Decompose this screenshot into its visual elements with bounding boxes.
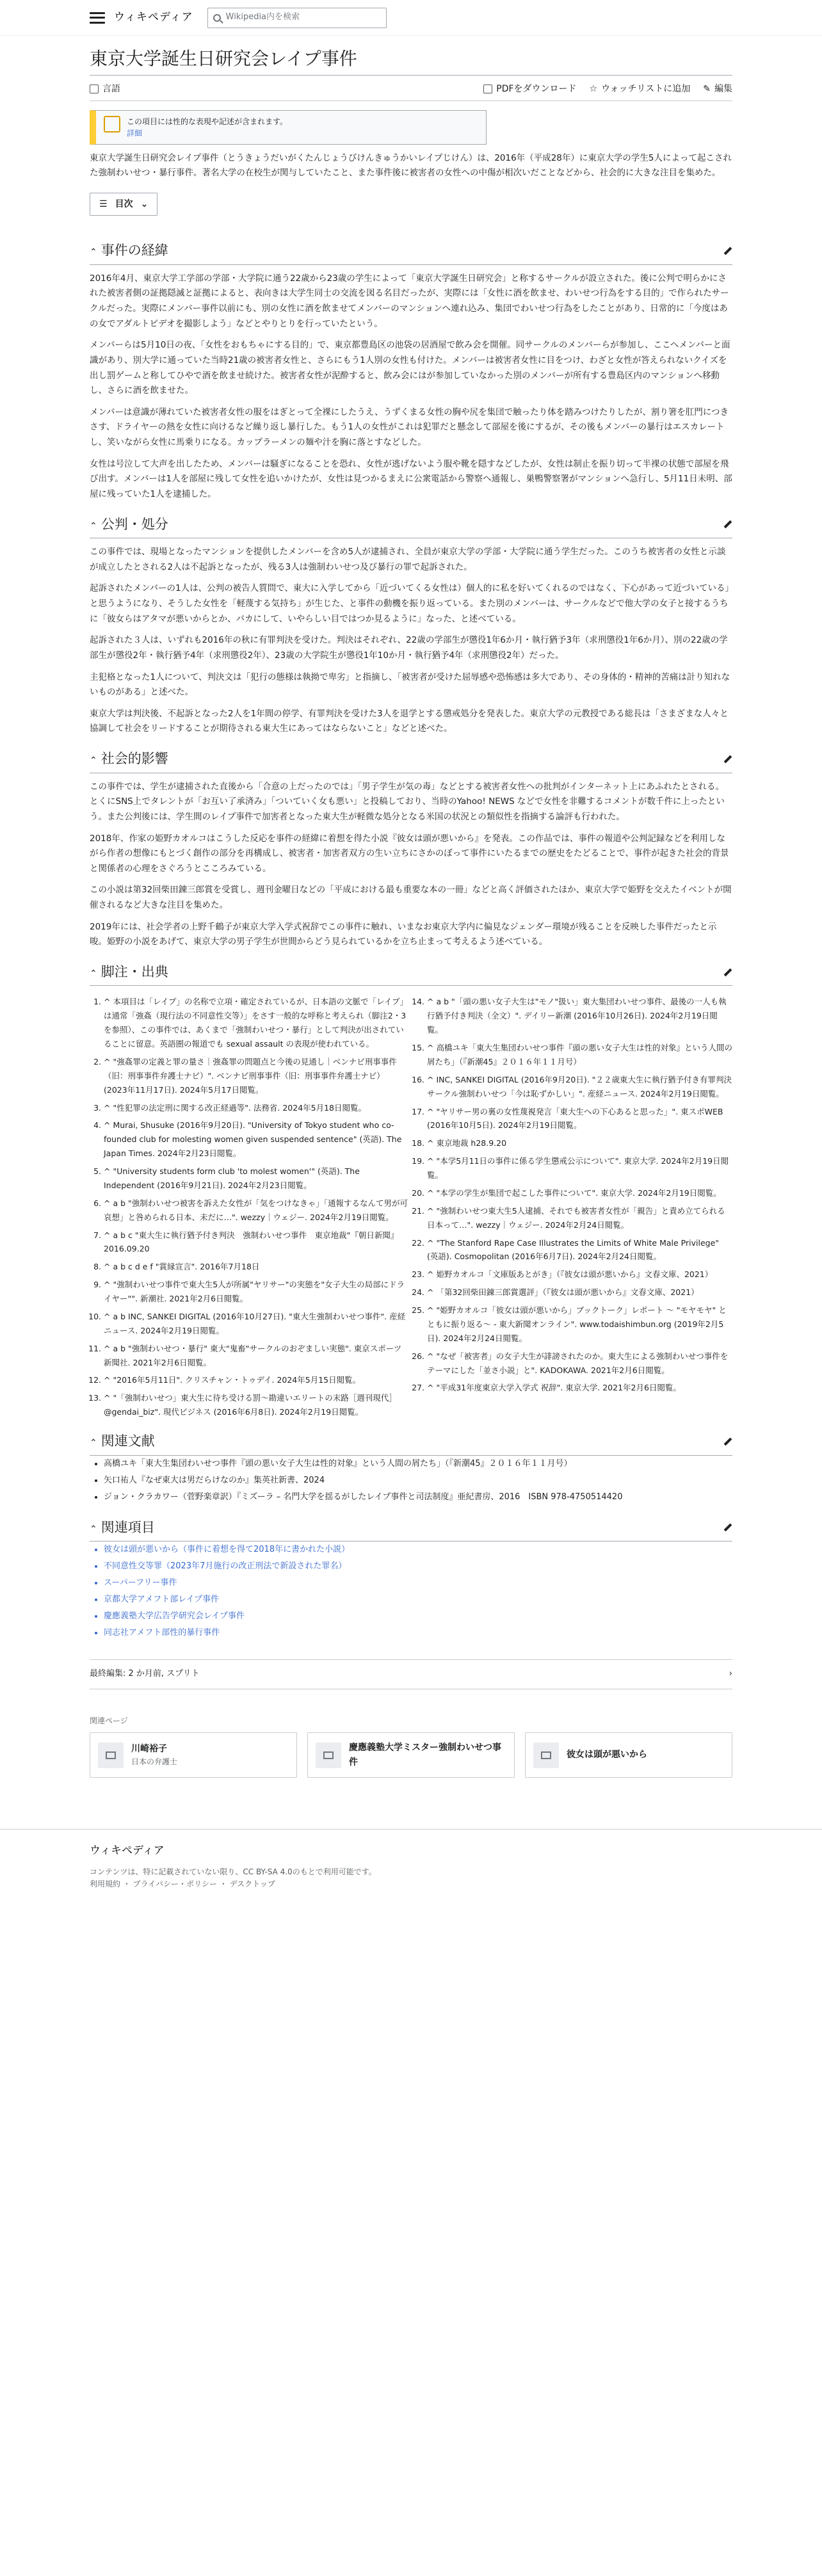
related-page-card[interactable]: 川崎裕子 日本の弁護士 xyxy=(90,1732,297,1778)
reference-item[interactable]: 9. ^ "強制わいせつ事件で東大生5人が所属"ヤリサー"の実態を"女子大生の局部にドライヤー"". 新潮社. 2021年2月6日閲覧。 xyxy=(104,1278,409,1306)
watchlist-button[interactable]: ☆ ウォッチリストに追加 xyxy=(590,82,691,96)
thumbnail-icon xyxy=(98,1743,124,1768)
reference-item[interactable]: 23. ^ 姫野カオルコ「文庫版あとがき」（『彼女は頭が悪いから』文春文庫、2021） xyxy=(427,1268,732,1282)
reference-item[interactable]: 1. ^ 本項目は「レイプ」の名称で立項・確定されているが、日本語の文脈で「レイプ」は通常「強姦（現行法の不同意性交等）」をさす一般的な呼称と考えられ（脚注2・3を参照）、この事件では、あくまで「強制わいせつ・暴行」として判決が出されていることに留意。英語圏の報道でも sexual assault の表現が使われている。 xyxy=(104,995,409,1051)
footer-links[interactable]: 利用規約 ・ プライバシー・ポリシー ・ デスクトップ xyxy=(90,1880,275,1889)
reference-item[interactable]: 11. ^ a b "強制わいせつ・暴行" 東大"鬼畜"サークルのおぞましい実態". 東京スポーツ新聞社. 2021年2月6日閲覧。 xyxy=(104,1342,409,1370)
paragraph: メンバーは意識が薄れていた被害者女性の服をはぎとって全裸にしたうえ、うずくまる女性の胸や尻を集団で触ったり体を踏みつけたりしたが、割り箸を肛門につきさす、ドライヤーの熱を女性に向けるなど繰り返し暴行した。もう1人の女性がこれは犯罪だと懸念して部屋を後にするが、その後もメンバーの暴行はエスカレートし、笑いながら女性に馬乗りになる。カップラーメンの麺や汁を胸に落とすなどした。 xyxy=(90,407,729,448)
section-heading-references[interactable]: ⌃ 脚注・出典 xyxy=(90,962,732,986)
language-icon xyxy=(90,85,99,93)
download-icon xyxy=(483,85,492,93)
section-heading-history[interactable]: ⌃ 事件の経緯 xyxy=(90,240,732,265)
bibliography-item: • 矢口祐人『なぜ東大は男だらけなのか』集英社新書、2024 xyxy=(104,1472,732,1489)
chevron-up-icon: ⌃ xyxy=(90,968,97,979)
see-also-link[interactable]: • 同志社アメフト部性的暴行事件 xyxy=(104,1625,732,1641)
edit-section-icon[interactable] xyxy=(721,966,734,979)
search-icon xyxy=(213,14,221,22)
section-heading-trial[interactable]: ⌃ 公判・処分 xyxy=(90,514,732,539)
chevron-up-icon: ⌃ xyxy=(90,755,97,766)
reference-item[interactable]: 15. ^ 高橋ユキ「東大生集団わいせつ事件『頭の悪い女子大生は性的対象』という人間の屑たち」（『新潮45』２０１６年１１月号） xyxy=(427,1041,732,1069)
toc-button[interactable]: ☰ 目次 ⌄ xyxy=(90,193,157,216)
license-text: コンテンツは、特に記載されていない限り、CC BY-SA 4.0のもとで利用可能です。 xyxy=(90,1867,376,1877)
section-heading-bibliography[interactable]: ⌃ 関連文献 xyxy=(90,1431,732,1456)
reference-item[interactable]: 13. ^ "「強制わいせつ」東大生に待ち受ける罰〜勘違いエリートの末路［週刊現代］ @gendai_biz". 現代ビジネス (2016年6月8日). 2024年2月19日閲覧。 xyxy=(104,1391,409,1419)
footer xyxy=(0,1829,822,1906)
reference-item[interactable]: 22. ^ "The Stanford Rape Case Illustrates the Limits of White Male Privilege" (英語). Cosmopolitan (2016年6月7日). 2024年2月24日閲覧。 xyxy=(427,1236,732,1264)
bibliography-item: • ジョン・クラカワー（菅野楽章訳）『ミズーラ – 名門大学を揺るがしたレイプ事件と司法制度』亜紀書房、2016 ISBN 978-4750514420 xyxy=(104,1489,732,1506)
content-notice: この項目には性的な表現や記述が含まれます。 詳細 xyxy=(90,110,487,145)
paragraph: 2018年、作家の姫野カオルコはこうした反応を事件の経緯に着想を得た小説『彼女は頭が悪いから』を発表。この作品では、事件の報道や公判記録などを利用しながら作者の想像にもとづく創作の部分を再構成し、被害者・加害者双方の生い立ちにさかのぼって事件にいたるまでの歴史をたどることで、事件が起きた社会的背景と関係者の心理をさぐろうとこころみている。 xyxy=(90,833,729,874)
reference-item[interactable]: 24. ^ 「第32回柴田錬三郎賞選評」（『彼女は頭が悪いから』文春文庫、2021） xyxy=(427,1285,732,1300)
edit-section-icon[interactable] xyxy=(721,1522,734,1534)
reference-item[interactable]: 8. ^ a b c d e f "賞縁宣言". 2016年7月18日 xyxy=(104,1260,409,1274)
list-icon: ☰ xyxy=(99,198,108,209)
bibliography-item: • 高橋ユキ「東大生集団わいせつ事件『頭の悪い女子大生は性的対象』という人間の屑たち」（『新潮45』２０１６年１１月号） xyxy=(104,1456,732,1472)
thumbnail-icon xyxy=(533,1743,559,1768)
edit-section-icon[interactable] xyxy=(721,245,734,257)
section-heading-impact[interactable]: ⌃ 社会的影響 xyxy=(90,748,732,773)
chevron-up-icon: ⌃ xyxy=(90,520,97,531)
reference-item[interactable]: 14. ^ a b "「頭の悪い女子大生は"モノ"扱い」東大集団わいせつ事件、最後の一人も執行猶予付き判決（全文）". デイリー新潮 (2016年10月26日). 2024年2月19日閲覧。 xyxy=(427,995,732,1037)
paragraph: この小説は第32回柴田錬三郎賞を受賞し、週刊金曜日などの「平成における最も重要な本の一冊」などと高く評価されたほか、東京大学で姫野を交えたイベントが開催されるなど大きな注目を集めた。 xyxy=(90,885,732,910)
paragraph: メンバーらは5月10日の夜、「女性をおもちゃにする目的」で、東京都豊島区の池袋の居酒屋で飲み会を開催。同サークルのメンバーらが参加し、ここへメンバーと面識があり、別大学に通っていた当時21歳の被害者女性と、さらにもう1人別の女性も付けた。メンバーは被害者女性に目をつけ、わざと女性が答えられないクイズを出し罰ゲームと称してひやで酒を飲ませ続けた。被害者女性が泥酔すると、飲み会にはが参加していなかった別のメンバーが所有する豊島区内のマンションへ移動し、さらに酒を飲ませた。 xyxy=(90,340,730,396)
reference-list xyxy=(90,995,732,1419)
site-header xyxy=(0,0,822,36)
see-also-link[interactable]: • 慶應義塾大学広告学研究会レイプ事件 xyxy=(104,1608,732,1625)
reference-item[interactable]: 27. ^ "平成31年度東京大学入学式 祝辞". 東京大学. 2021年2月6日閲覧。 xyxy=(427,1381,732,1395)
reference-item[interactable]: 6. ^ a b "強制わいせつ被害を訴えた女性が「気をつけなきゃ」「通報するなんて男が可哀想」と咎められる日本、未だに…". wezzy｜ウェジー. 2024年2月19日閲覧。 xyxy=(104,1196,409,1225)
chevron-up-icon: ⌃ xyxy=(90,1524,97,1534)
reference-item[interactable]: 21. ^ "強制わいせつ東大生5人逮捕、それでも被害者女性が「親告」と責め立てられる日本って…". wezzy｜ウェジー. 2024年2月24日閲覧。 xyxy=(427,1204,732,1232)
page-title: 東京大学誕生日研究会レイプ事件 xyxy=(90,46,732,76)
language-button[interactable]: 言語 xyxy=(90,82,120,96)
notice-details-link[interactable]: 詳細 xyxy=(127,128,143,138)
paragraph: 起訴されたメンバーの1人は、公判の被告人質問で、東大に入学してから「近づいてくる女性は）個人的に私を好いてくれるのではなく、下心があって近づいている」と思うようになり、そうした女性を「軽蔑する気持ち」が生じた、と事件の動機を振り返っている。また別のメンバーは、サークルなどで他大学の女子と接するうちに「彼女らはアタマが悪いからとか、バカにして、いやらしい目ではつか見るように」なった、と述べている。 xyxy=(90,583,730,624)
reference-item[interactable]: 25. ^ "姫野カオルコ「彼女は頭が悪いから」ブックトーク」レポート ～ "モヤモヤ" とともに振り返る～ - 東大新聞オンライン". www.todaishimbun.org (2019年2月5日). 2024年2月24日閲覧。 xyxy=(427,1303,732,1346)
reference-item[interactable]: 18. ^ 東京地裁 h28.9.20 xyxy=(427,1136,732,1150)
paragraph: 東京大学は判決後、不起訴となった2人を1年間の停学、有罪判決を受けた3人を退学とする懲戒処分を発表した。東京大学の元教授である総長は「さまざまな人々と協調して社会をリードすることが期待される東大生にあってはならないこと」などと述べた。 xyxy=(90,708,729,734)
chevron-up-icon: ⌃ xyxy=(90,1438,97,1449)
reference-item[interactable]: 16. ^ INC, SANKEI DIGITAL (2016年9月20日). "２２歳東大生に執行猶予付き有罪判決 サークル強制わいせつ「今は恥ずかしい」". 産経ニュース. 2024年2月19日閲覧。 xyxy=(427,1073,732,1101)
section-heading-see-also[interactable]: ⌃ 関連項目 xyxy=(90,1517,732,1542)
chevron-right-icon: › xyxy=(729,1669,732,1679)
reference-item[interactable]: 20. ^ "本学の学生が集団で起こした事件について". 東京大学. 2024年2月19日閲覧。 xyxy=(427,1186,732,1200)
edit-section-icon[interactable] xyxy=(721,518,734,531)
download-pdf-button[interactable]: PDFをダウンロード xyxy=(483,82,576,96)
thumbnail-icon xyxy=(316,1743,341,1768)
reference-item[interactable]: 7. ^ a b c "東大生に執行猶予付き判決 強制わいせつ事件 東京地裁"『朝日新聞』2016.09.20 xyxy=(104,1228,409,1257)
reference-item[interactable]: 19. ^ "本学5月11日の事件に係る学生懲戒公示について". 東京大学. 2024年2月19日閲覧。 xyxy=(427,1154,732,1182)
site-logo[interactable]: ウィキペディア xyxy=(114,10,193,24)
reference-item[interactable]: 4. ^ Murai, Shusuke (2016年9月20日). "University of Tokyo student who co-founded club for molesting women given suspended sentence" (英語). The Japan Times. 2024年2月23日閲覧。 xyxy=(104,1118,409,1161)
reference-item[interactable]: 12. ^ "2016年5月11日". クリスチャン・トゥデイ. 2024年5月15日閲覧。 xyxy=(104,1373,409,1387)
reference-item[interactable]: 10. ^ a b INC, SANKEI DIGITAL (2016年10月27日). "東大生強制わいせつ事件". 産経ニュース. 2024年2月19日閲覧。 xyxy=(104,1310,409,1338)
reference-item[interactable]: 17. ^ "ヤリサー男の裏の女性蔑視発言「東大生への下心あると思った」". 東スポWEB (2016年10月5日). 2024年2月19日閲覧。 xyxy=(427,1105,732,1133)
paragraph: 主犯格となった1人について、判決文は「犯行の態様は執拗で卑劣」と指摘し、「被害者が受けた屈辱感や恐怖感は多大であり、その身体的・精神的苦痛は計り知れないものがある」と述べた。 xyxy=(90,672,730,698)
paragraph: 2019年には、社会学者の上野千鶴子が東京大学入学式祝辞でこの事件に触れ、いまなお東京大学内に偏見なジェンダー環境が残ることを反映した事件だったと示唆。姫野の小説をあげて、東京大学の男子学生が世間からどう見られているかを立ち止まって考えるよう述べている。 xyxy=(90,921,717,947)
see-also-link[interactable]: • 不同意性交等罪（2023年7月施行の改正刑法で新設された罪名） xyxy=(104,1558,732,1575)
paragraph: この事件では、学生が逮捕された直後から「合意の上だったのでは」「男子学生が気の毒」などとする被害者女性への批判がインターネット上にあふれたとされる。とくにSNS上でタレントが「お互い了承済み」「ついていく女も悪い」と投稿しており、当時のYahoo! NEWS などで女性を非難するコメントが数千件に上ったという。また公判後には、学生間のレイプ事件で加害者となった東大生が軽微な処分となる米国の状況との類似性を指摘する論評も行われた。 xyxy=(90,781,725,822)
last-edited-text: 最終編集: 2 か月前, スプリト xyxy=(90,1669,200,1679)
edit-section-icon[interactable] xyxy=(721,1435,734,1448)
paragraph: 2016年4月、東京大学工学部の学部・大学院に通う22歳から23歳の学生によって「東京大学誕生日研究会」と称するサークルが設立された。後に公判で明らかにされた被害者側の証拠隠滅と証拠によると、表向きは大学生同士の交流を図る名目だったが、実際には「女性に酒を飲ませ、わいせつ行為をする目的」で作られたサークルだった。実際にメンバー事件以前にも、別の女性に酒を飲ませてメンバーのマンションへ連れ込み、集団でわいせつ行為をしたことがあり、日常的に「今度はあの女でアダルトビデオを撮影しよう」などとやりとりを行っていたという。 xyxy=(90,273,729,329)
related-pages: 関連ページ 川崎裕子 日本の弁護士 慶應義塾大学ミスター強制わいせつ事件 彼女は頭が悪いから xyxy=(90,1715,732,1778)
see-also-link[interactable]: • 京都大学アメフト部レイプ事件 xyxy=(104,1591,732,1608)
paragraph: 起訴された３人は、いずれも2016年の秋に有罪判決を受けた。判決はそれぞれ、22歳の学部生が懲役1年6か月・執行猶予3年（求刑懲役1年6か月）、別の22歳の学部生が懲役2年・執行猶予4年（求刑懲役2年）、23歳の大学院生が懲役1年10か月・執行猶予4年（求刑懲役2年）だった。 xyxy=(90,635,728,661)
page-toolbar xyxy=(90,76,732,101)
lead-paragraph: 東京大学誕生日研究会レイプ事件（とうきょうだいがくたんじょうびけんきゅうかいレイプじけん）は、2016年（平成28年）に東京大学の学生5人によって起こされた強制わいせつ・暴行事件。著名大学の在校生が関与していたこと、また事件後に被害者の女性への中傷が相次いだことなどから、社会的に大きな注目を集めた。 xyxy=(90,152,732,179)
footer-logo: ウィキペディア xyxy=(90,1844,165,1858)
warning-icon xyxy=(104,116,120,133)
related-page-card[interactable]: 彼女は頭が悪いから xyxy=(525,1732,732,1778)
edit-button[interactable]: ✎ 編集 xyxy=(703,82,732,96)
reference-item[interactable]: 2. ^ "強姦罪の定義と罪の量さ｜強姦罪の問題点と今後の見通し｜ベンナビ刑事事件（旧：刑事事件弁護士ナビ）". ベンナビ刑事事件（旧：刑事事件弁護士ナビ） (2023年11月17日). 2024年5月17日閲覧。 xyxy=(104,1055,409,1097)
menu-icon[interactable] xyxy=(90,12,105,24)
edit-section-icon[interactable] xyxy=(721,753,734,766)
search-input[interactable]: Wikipedia内を検索 xyxy=(207,8,387,28)
star-icon: ☆ xyxy=(589,84,598,95)
reference-item[interactable]: 3. ^ "性犯罪の法定刑に関する改正経過等". 法務省. 2024年5月18日閲覧。 xyxy=(104,1101,409,1115)
chevron-up-icon: ⌃ xyxy=(90,247,97,258)
chevron-down-icon: ⌄ xyxy=(140,198,149,209)
reference-item[interactable]: 5. ^ "University students form club 'to molest women'" (英語). The Independent (2016年9月21日). 2024年2月23日閲覧。 xyxy=(104,1164,409,1193)
pencil-icon: ✎ xyxy=(703,84,711,95)
see-also-link[interactable]: • スーパーフリー事件 xyxy=(104,1575,732,1591)
last-edited-bar[interactable] xyxy=(90,1659,732,1689)
reference-item[interactable]: 26. ^ "なぜ「被害者」の女子大生が誹謗されたのか。東大生による強制わいせつ事件をテーマにした「並さ小説」と". KADOKAWA. 2021年2月6日閲覧。 xyxy=(427,1349,732,1378)
paragraph: 女性は号泣して大声を出したため、メンバーは騒ぎになることを恐れ、女性が逃げないよう服や靴を隠すなどしたが、女性は制止を振り切って半裸の状態で部屋を飛び出す。メンバーは1人を部屋に残して女性を追いかけたが、女性は見つかるまえに公衆電話から警察へ通報し、巣鴨警察署がマンションへ急行し、5月11日未明、部屋に残っていた1人を逮捕した。 xyxy=(90,458,732,499)
see-also-link[interactable]: • 彼女は頭が悪いから（事件に着想を得て2018年に書かれた小説） xyxy=(104,1542,732,1558)
paragraph: この事件では、現場となったマンションを提供したメンバーを含め5人が逮捕され、全員が東京大学の学部・大学院に通う学生だった。このうち被害者の女性と示談が成立したとされる2人は不起訴となったが、残る3人は強制わいせつ及び暴行の罪で起訴された。 xyxy=(90,547,726,572)
related-page-card[interactable]: 慶應義塾大学ミスター強制わいせつ事件 xyxy=(307,1732,515,1778)
